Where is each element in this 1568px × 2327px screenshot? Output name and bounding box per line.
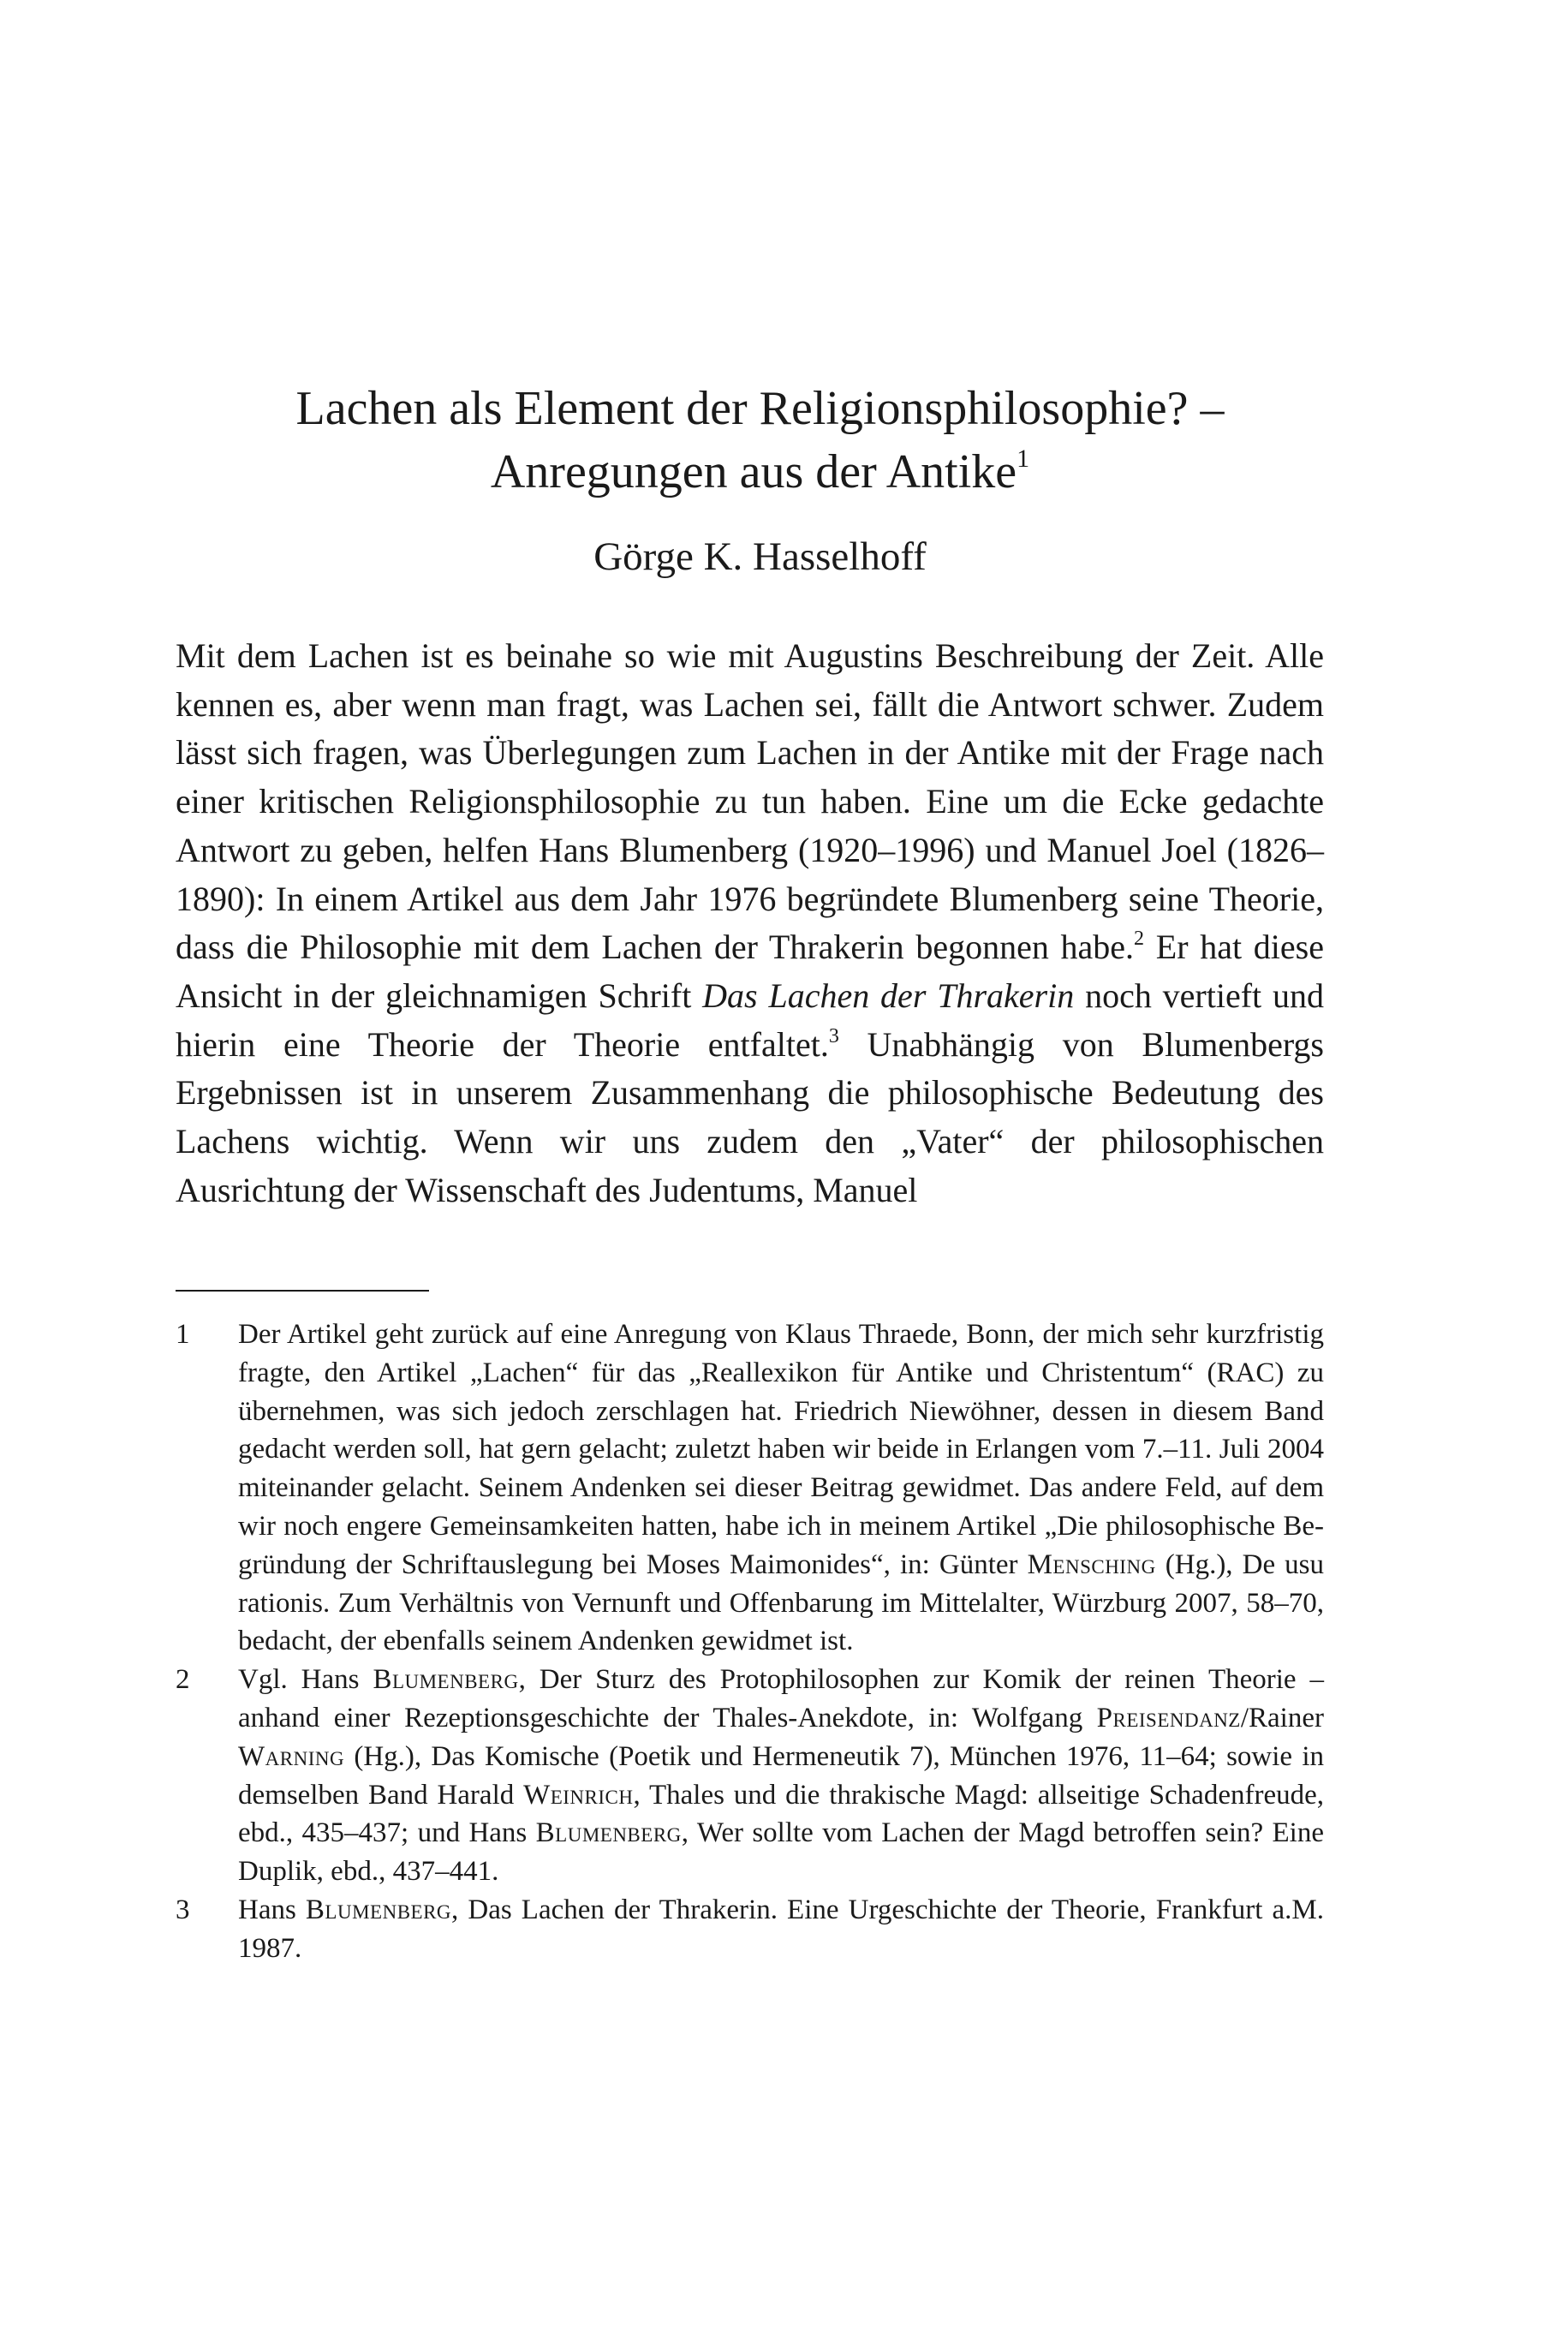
body-paragraph: Mit dem Lachen ist es beinahe so wie mit Augustins Beschreibung der Zeit. Alle kennen es, aber wenn man fragt, was Lachen sei, fällt die Antwort schwer. Zudem lässt sich fragen, was Überlegungen zum Lachen in der Antike mit der Frage nach einer kritischen Religionsphilosophie zu tun haben. Eine um die Ecke gedachte Antwort zu geben, helfen Hans Blumenberg (1920–1996) und Manuel Joel (1826–1890): In einem Artikel aus dem Jahr 1976 begründete Blumenberg seine Theorie, dass die Philosophie mit dem Lachen der Thrakerin begonnen habe.$^2$ Er hat diese Ansicht in der gleichnamigen Schrift Das Lachen der Thrakerin noch vertieft und hierin eine Theorie der Theorie entfaltet.$^3$ Unabhängig von Blumenbergs Ergebnissen ist in unserem Zusammenhang die philosophische Bedeutung des Lachens wichtig. Wenn wir uns zudem den „Vater“ der philosophischen Ausrichtung der Wissenschaft des Judentums, Manuel (176, 636, 1324, 1209)
footnotes (176, 1316, 1324, 1968)
author-name: Görge K. Hasselhoff (593, 534, 927, 579)
footnote-text: Hans Blumenberg, Das Lachen der Thrakerin. Eine Urgeschichte der Theorie, Frankfurt a.M. 1987. (238, 1894, 1324, 1964)
article-title-line-2: Anregungen aus der Antike$^1$ (490, 445, 1030, 498)
footnote-3 (176, 1891, 1324, 1968)
article-title-line-1: Lachen als Element der Religionsphilosophie? – (295, 382, 1225, 435)
footnote-separator (176, 1290, 429, 1292)
footnote-text: Der Artikel geht zurück auf eine Anregung von Klaus Thraede, Bonn, der mich sehr kurzfristig fragte, den Artikel „Lachen“ für das „Reallexikon für Antike und Christentum“ (RAC) zu übernehmen, was sich jedoch zerschlagen hat. Friedrich Niewöhner, dessen in diesem Band gedacht werden soll, hat gern gelacht; zuletzt haben wir beide in Erlangen vom 7.–11. Juli 2004 miteinander gelacht. Seinem Andenken sei dieser Beitrag gewidmet. Das andere Feld, auf dem wir noch engere Gemeinsamkeiten hatten, habe ich in meinem Artikel „Die philosophische Begründung der Schriftauslegung bei Moses Maimonides“, in: Günter Mensching (Hg.), De usu rationis. Zum Verhältnis von Vernunft und Offenbarung im Mittelalter, Würzburg 2007, 58–70, bedacht, der ebenfalls seinem Andenken gewidmet ist. (238, 1319, 1324, 1657)
footnote-number: 2 (176, 1664, 190, 1696)
footnote-number: 1 (176, 1319, 190, 1350)
footnote-number: 3 (176, 1894, 190, 1925)
footnote-ref-3[interactable]: 3 (828, 1024, 839, 1047)
title-block (171, 377, 1349, 582)
title-footnote-ref[interactable]: 1 (1017, 445, 1030, 473)
footnote-2 (176, 1661, 1324, 1891)
footnote-1 (176, 1316, 1324, 1661)
book-title-italic: Das Lachen der Thrakerin (702, 976, 1075, 1015)
footnote-ref-2[interactable]: 2 (1134, 928, 1145, 951)
footnote-text: Vgl. Hans Blumenberg, Der Sturz des Protophilosophen zur Komik der reinen Theorie – anhand einer Rezeptionsgeschichte der Thales-Anekdote, in: Wolfgang Preisendanz/Rainer Warning (Hg.), Das Komische (Poetik und Hermeneutik 7), München 1976, 11–64; sowie in demselben Band Harald Weinrich, Thales und die thrakische Magd: allseitige Schadenfreude, ebd., 435–437; und Hans Blumenberg, Wer sollte vom Lachen der Magd betroffen sein? Eine Duplik, ebd., 437–441. (238, 1664, 1325, 1888)
